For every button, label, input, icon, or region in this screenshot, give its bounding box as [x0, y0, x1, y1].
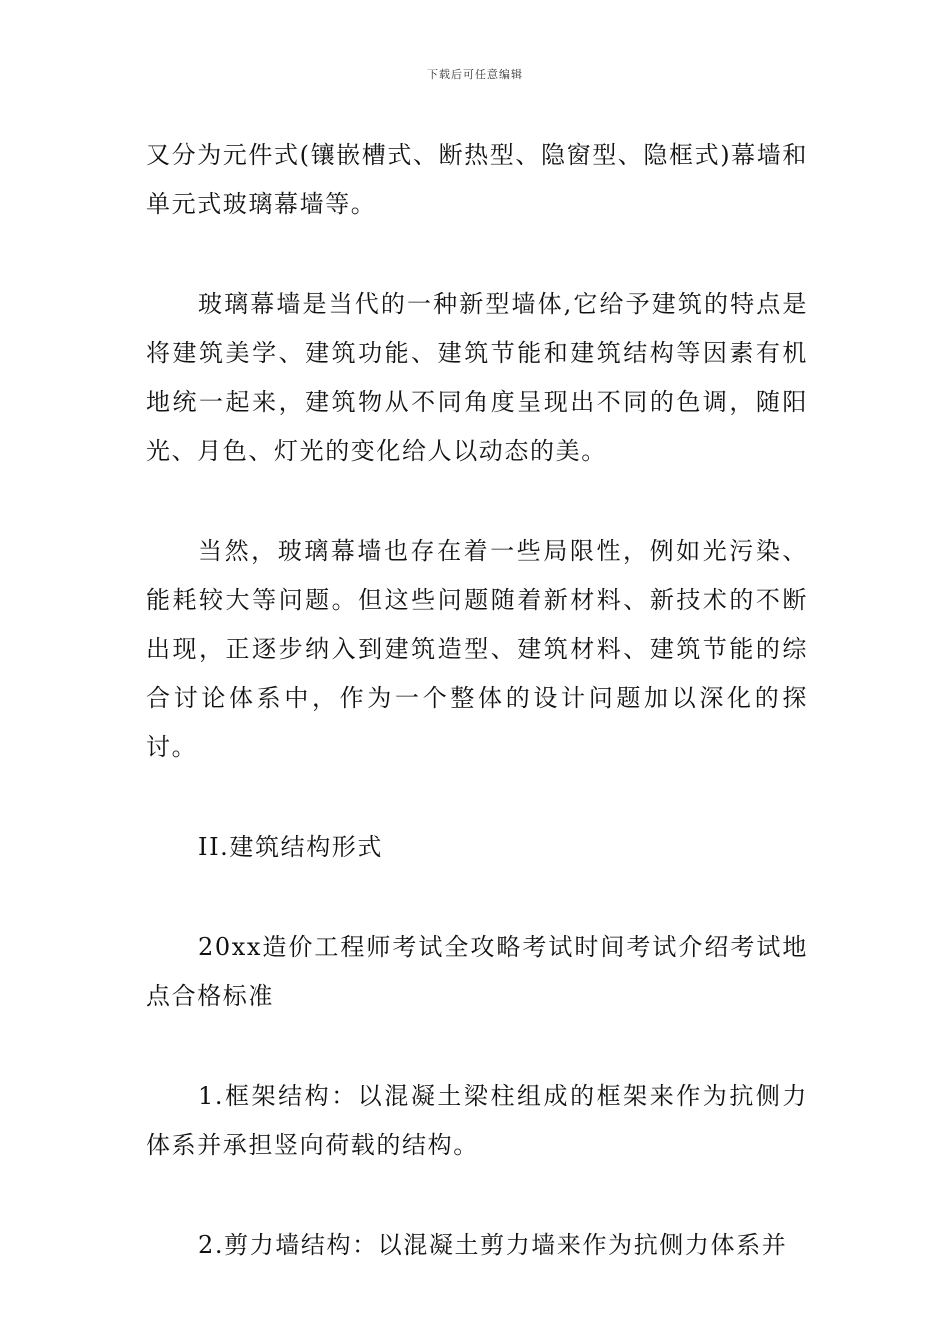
section-heading: II.建筑结构形式 [198, 833, 383, 861]
paragraph: 20xx造价工程师考试全攻略考试时间考试介绍考试地点合格标准 [146, 933, 808, 1010]
list-item: 2.剪力墙结构：以混凝土剪力墙来作为抗侧力体系并 [198, 1231, 788, 1259]
page-header-note: 下载后可任意编辑 [427, 68, 523, 81]
list-item: 1.框架结构：以混凝土梁柱组成的框架来作为抗侧力体系并承担竖向荷载的结构。 [146, 1082, 808, 1159]
document-body [146, 131, 808, 1321]
paragraph: 玻璃幕墙是当代的一种新型墙体,它给予建筑的特点是将建筑美学、建筑功能、建筑节能和建筑结构等因素有机地统一起来，建筑物从不同角度呈现出不同的色调，随阳光、月色、灯光的变化给人以动态的美。 [146, 290, 808, 465]
paragraph: 又分为元件式(镶嵌槽式、断热型、隐窗型、隐框式)幕墙和单元式玻璃幕墙等。 [146, 141, 808, 218]
paragraph: 当然，玻璃幕墙也存在着一些局限性，例如光污染、能耗较大等问题。但这些问题随着新材料、新技术的不断出现，正逐步纳入到建筑造型、建筑材料、建筑节能的综合讨论体系中，作为一个整体的设计问题加以深化的探讨。 [146, 537, 808, 761]
